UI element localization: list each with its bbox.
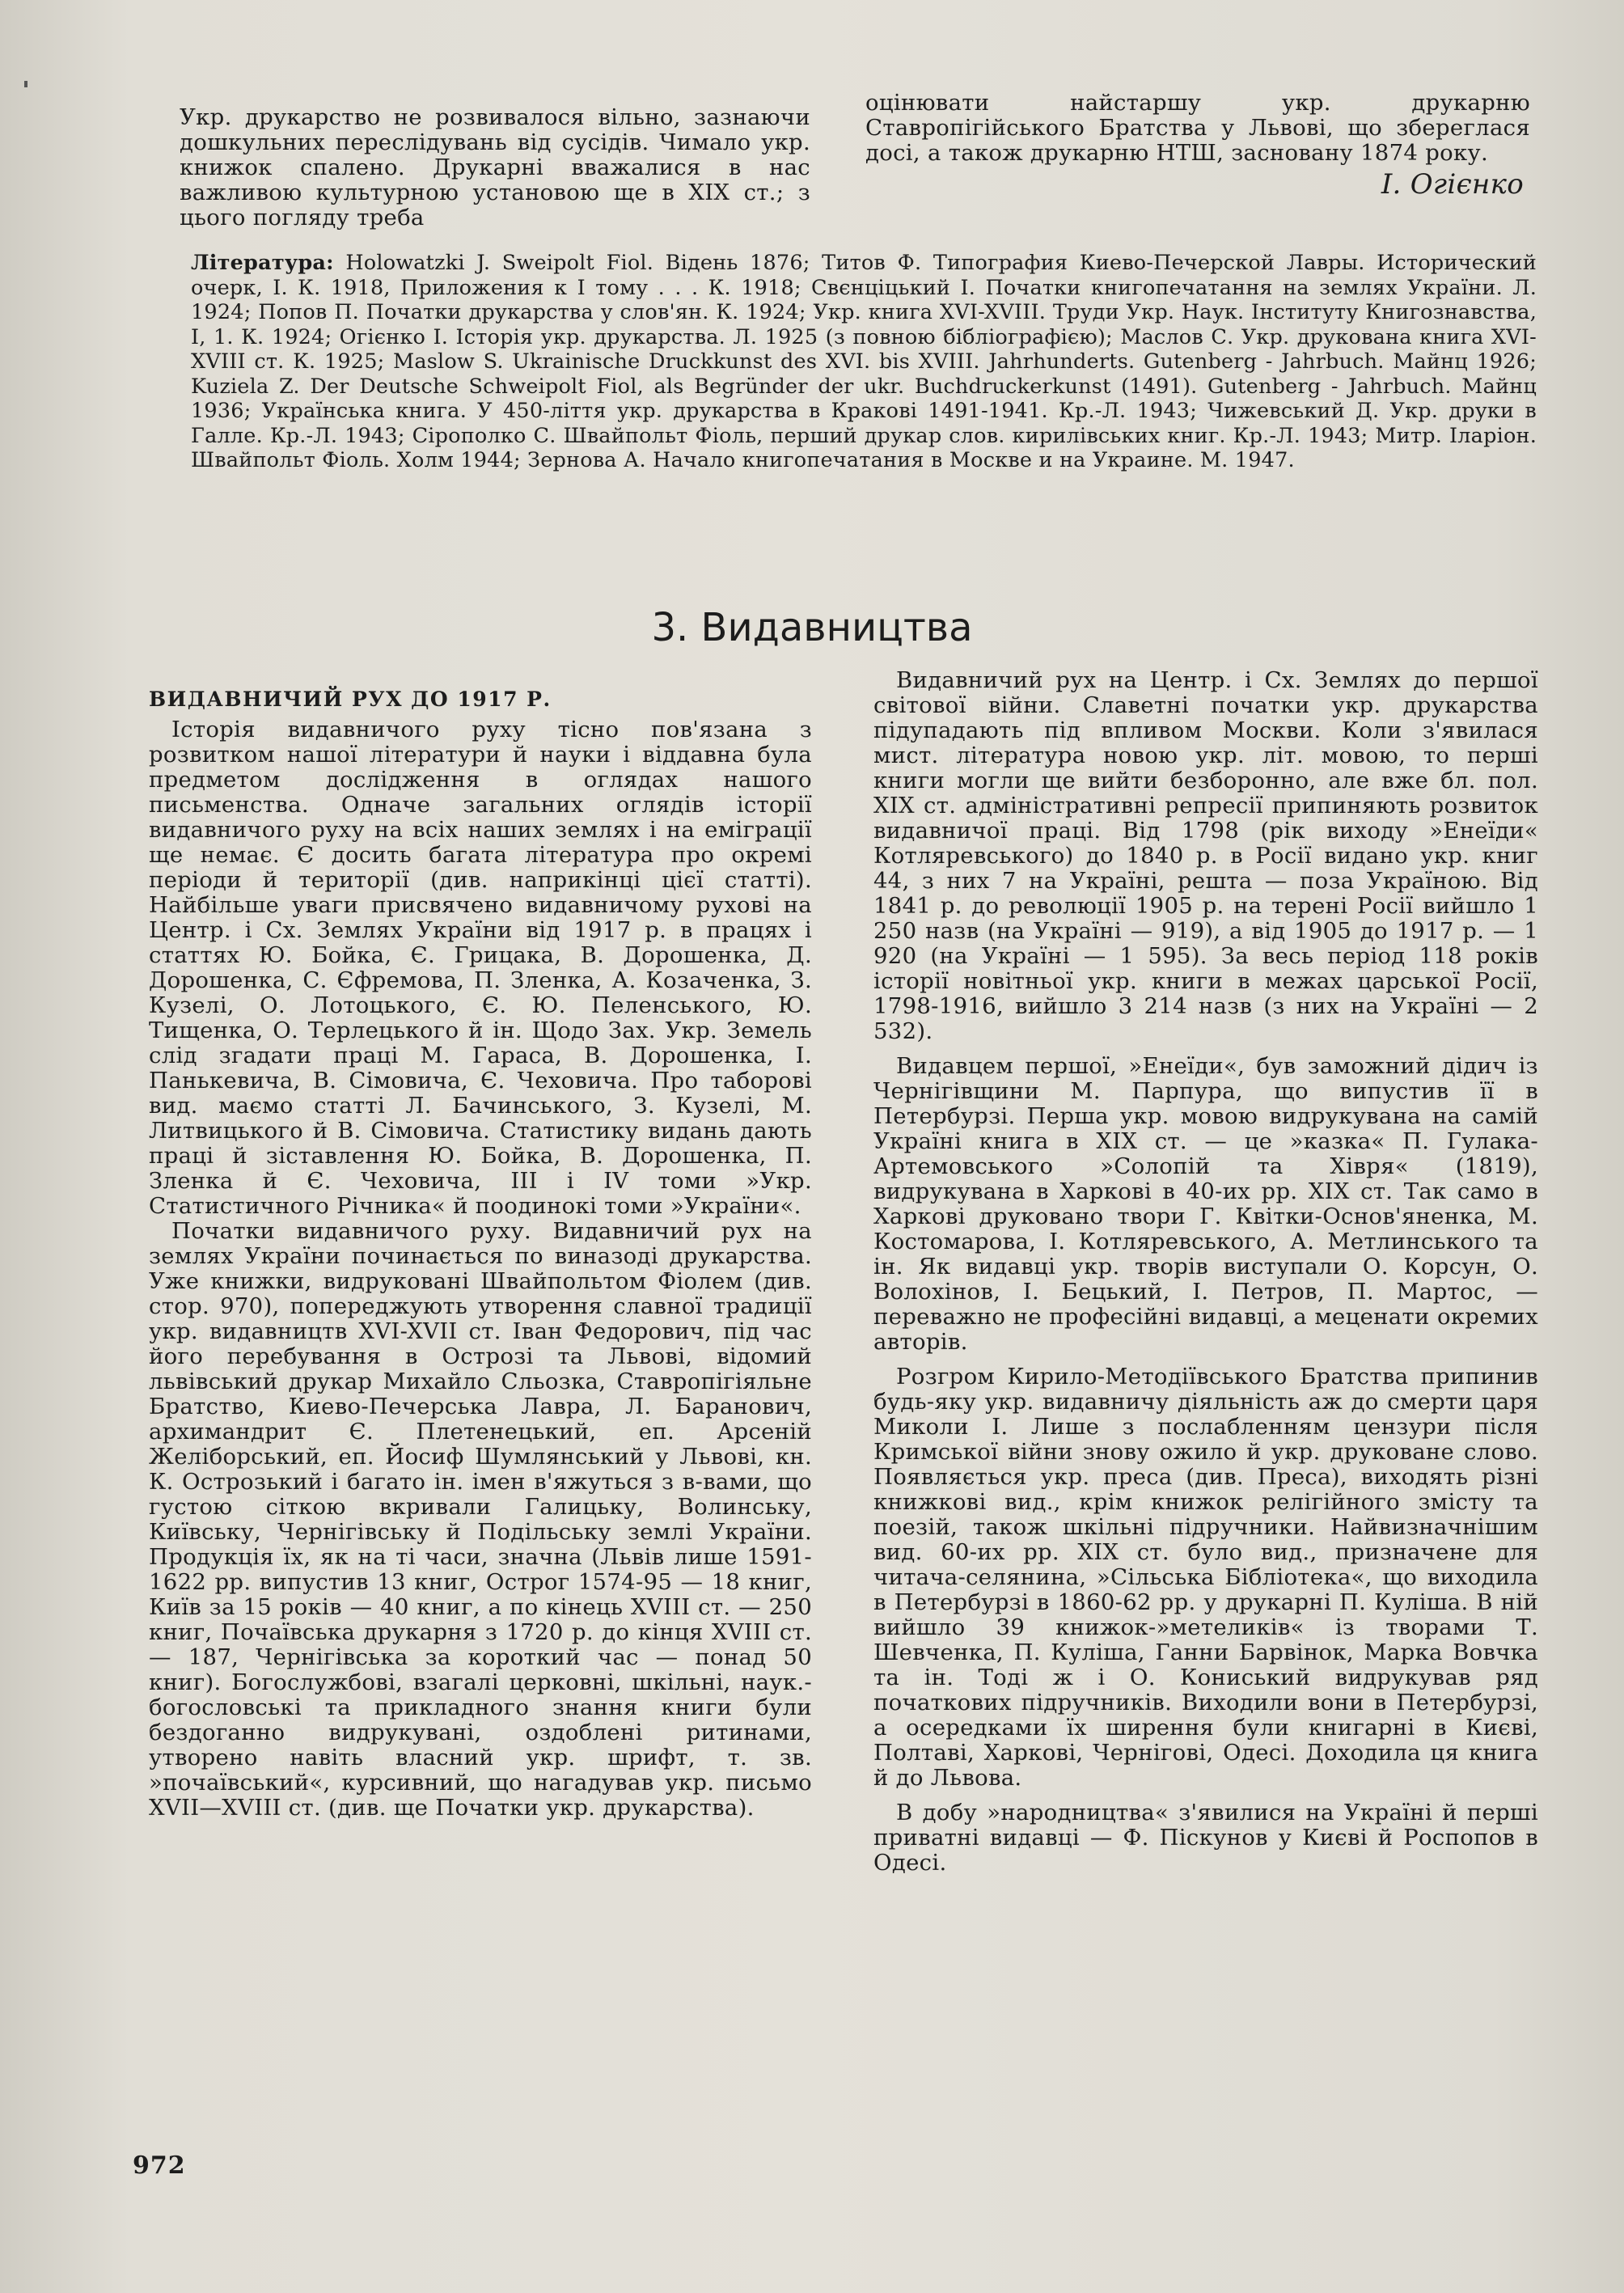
top-left-column	[180, 105, 810, 231]
right-paragraph-4: В добу »народництва« з'явилися на Україні й перші приватні видавці — Ф. Піскунов у Києві й Роспопов в Одесі.	[873, 1800, 1538, 1876]
left-column	[149, 687, 812, 1821]
right-column	[873, 668, 1538, 1876]
top-right-paragraph: оцінювати найстаршу укр. друкарню Ставропігійського Братства у Львові, що збереглася досі, а також друкарню НТШ, засновану 1874 року.	[865, 90, 1530, 166]
top-left-paragraph: Укр. друкарство не розвивалося вільно, зазнаючи дошкульних переслідувань від сусідів. Чимало укр. книжок спалено. Друкарні вважалися в нас важливою культурною установою ще в XIX ст.; з цього погляду треба	[180, 104, 810, 231]
literature-lead: Література:	[191, 251, 334, 275]
right-paragraph-2: Видавцем першої, »Енеїди«, був заможний дідич із Чернігівщини М. Парпура, що випустив її в Петербурзі. Перша укр. мовою видрукувана на самій Україні книга в XIX ст. — це »казка« П. Гулака-Артемовського »Солопій та Хівря« (1819), видрукувана в Харкові в 40-их рр. XIX ст. Так само в Харкові друковано твори Г. Квітки-Основ'яненка, М. Костомарова, І. Котляревського, А. Метлинського та ін. Як видавці укр. творів виступали О. Корсун, О. Волохінов, І. Бецький, І. Петров, П. Мартос, — переважно не професійні видавці, а меценати окремих авторів.	[873, 1053, 1538, 1355]
right-paragraph-1: Видавничий рух на Центр. і Сх. Землях до першої світової війни. Славетні початки укр. друкарства підупадають під впливом Москви. Коли з'явилася мист. література новою укр. літ. мовою, то перші книги могли ще вийти безборонно, але вже бл. пол. XIX ст. адміністративні репресії припиняють розвиток видавничої праці. Від 1798 (рік виходу »Енеїди« Котляревського) до 1840 р. в Росії видано укр. книг 44, з них 7 на Україні, решта — поза Україною. Від 1841 р. до революції 1905 р. на терені Росії вийшло 1 250 назв (на Україні — 919), а від 1905 до 1917 р. — 1 920 (на Україні — 1 595). За весь період 118 років історії новітньої укр. книги в межах царської Росії, 1798-1916, вийшло 3 214 назв (з них на Україні — 2 532).	[873, 667, 1538, 1044]
left-paragraph-2: Початки видавничого руху. Видавничий рух на землях України починається по виназоді друкарства. Уже книжки, видруковані Швайпольтом Фіолем (див. стор. 970), попереджують утворення славної традиції укр. видавництв XVI-XVII ст. Іван Федорович, під час його перебування в Острозі та Львові, відомий львівський друкар Михайло Сльозка, Ставропігіяльне Братство, Киево-Печерська Лавра, Л. Баранович, архимандрит Є. Плетенецький, еп. Арсеній Желіборський, еп. Йосиф Шумлянський у Львові, кн. К. Острозький і багато ін. імен в'яжуться з в-вами, що густою сіткою вкривали Галицьку, Волинську, Київську, Чернігівську й Подільську землі України. Продукція їх, як на ті часи, значна (Львів лише 1591-1622 рр. випустив 13 книг, Острог 1574-95 — 18 книг, Київ за 15 років — 40 книг, а по кінець XVIII ст. — 250 книг, Почаївська друкарня з 1720 р. до кінця XVIII ст. — 187, Чернігівська за короткий час — понад 50 книг). Богослужбові, взагалі церковні, шкільні, наук.-богословські та прикладного знання книги були бездоганно видрукувані, оздоблені ритинами, утворено навіть власний укр. шрифт, т. зв. »почаївський«, курсивний, що нагадував укр. письмо XVII—XVIII ст. (див. ще Початки укр. друкарства).	[149, 1218, 812, 1821]
literature-text: Holowatzki J. Sweipolt Fiol. Відень 1876; Титов Ф. Типография Киево-Печерской Лавры. Исторический очерк, I. К. 1918, Приложения к I тому . . . К. 1918; Свєнціцький І. Початки книгопечатання на землях України. Л. 1924; Попов П. Початки друкарства у слов'ян. К. 1924; Укр. книга XVI-XVIII. Труди Укр. Наук. Інституту Книгознавства, I, 1. К. 1924; Огієнко І. Історія укр. друкарства. Л. 1925 (з повною бібліографією); Маслов С. Укр. друкована книга XVI-XVIII ст. К. 1925; Maslow S. Ukrainische Druckkunst des XVI. bis XVIII. Jahrhunderts. Gutenberg - Jahrbuch. Майнц 1926; Kuziela Z. Der Deutsche Schweipolt Fiol, als Begründer der ukr. Buchdruckerkunst (1491). Gutenberg - Jahrbuch. Майнц 1936; Українська книга. У 450-ліття укр. друкарства в Кракові 1491-1941. Кр.-Л. 1943; Чижевський Д. Укр. друки в Галле. Кр.-Л. 1943; Сірополко С. Швайпольт Фіоль, перший друкар слов. кирилівських книг. Кр.-Л. 1943; Митр. Іларіон. Швайпольт Фіоль. Холм 1944; Зернова А. Начало книгопечатания в Москве и на Украине. М. 1947.	[191, 251, 1537, 472]
scan-speck	[24, 81, 27, 87]
right-paragraph-3: Розгром Кирило-Методіївського Братства припинив будь-яку укр. видавничу діяльність аж до смерти царя Миколи І. Лише з послабленням цензури після Кримської війни знову ожило й укр. друковане слово. Появляється укр. преса (див. Преса), виходять різні книжкові вид., крім книжок релігійного змісту та поезій, також шкільні підручники. Найвизначнішим вид. 60-их рр. XIX ст. було вид., призначене для читача-селянина, »Сільська Бібліотека«, що виходила в Петербурзі в 1860-62 рр. у друкарні П. Куліша. В ній вийшло 39 книжок-»метеликів« із творами Т. Шевченка, П. Куліша, Ганни Барвінок, Марка Вовчка та ін. Тоді ж і О. Кониський видрукував ряд початкових підручників. Виходили вони в Петербурзі, а осередками їх ширення були книгарні в Києві, Полтаві, Харкові, Чернігові, Одесі. Доходила ця книга й до Львова.	[873, 1364, 1538, 1791]
section-subheading: ВИДАВНИЧИЙ РУХ ДО 1917 Р.	[149, 687, 552, 711]
literature-block	[191, 251, 1537, 473]
author-signature: І. Огієнко	[1381, 168, 1524, 201]
left-paragraph-1: Історія видавничого руху тісно пов'язана з розвитком нашої літератури й науки і віддавна була предметом дослідження в оглядах нашого письменства. Одначе загальних оглядів історії видавничого руху на всіх наших землях і на еміграції ще немає. Є досить багата література про окремі періоди й території (див. наприкінці цієї статті). Найбільше уваги присвячено видавничому рухові на Центр. і Сх. Землях України від 1917 р. в працях і статтях Ю. Бойка, Є. Грицака, В. Дорошенка, Д. Дорошенка, С. Єфремова, П. Зленка, А. Козаченка, З. Кузелі, О. Лотоцького, Є. Ю. Пеленського, Ю. Тищенка, О. Терлецького й ін. Щодо Зах. Укр. Земель слід згадати праці М. Гараса, В. Дорошенка, І. Панькевича, В. Сімовича, Є. Чеховича. Про таборові вид. маємо статті Л. Бачинського, З. Кузелі, М. Литвицького й В. Сімовича. Статистику видань дають праці й зіставлення Ю. Бойка, В. Дорошенка, П. Зленка й Є. Чеховича, III і IV томи »Укр. Статистичного Річника« й поодинокі томи »України«.	[149, 717, 812, 1219]
literature-paragraph	[191, 251, 1537, 473]
page-number: 972	[133, 2151, 186, 2180]
section-title: 3. Видавництва	[651, 605, 973, 650]
top-right-column	[865, 90, 1530, 201]
